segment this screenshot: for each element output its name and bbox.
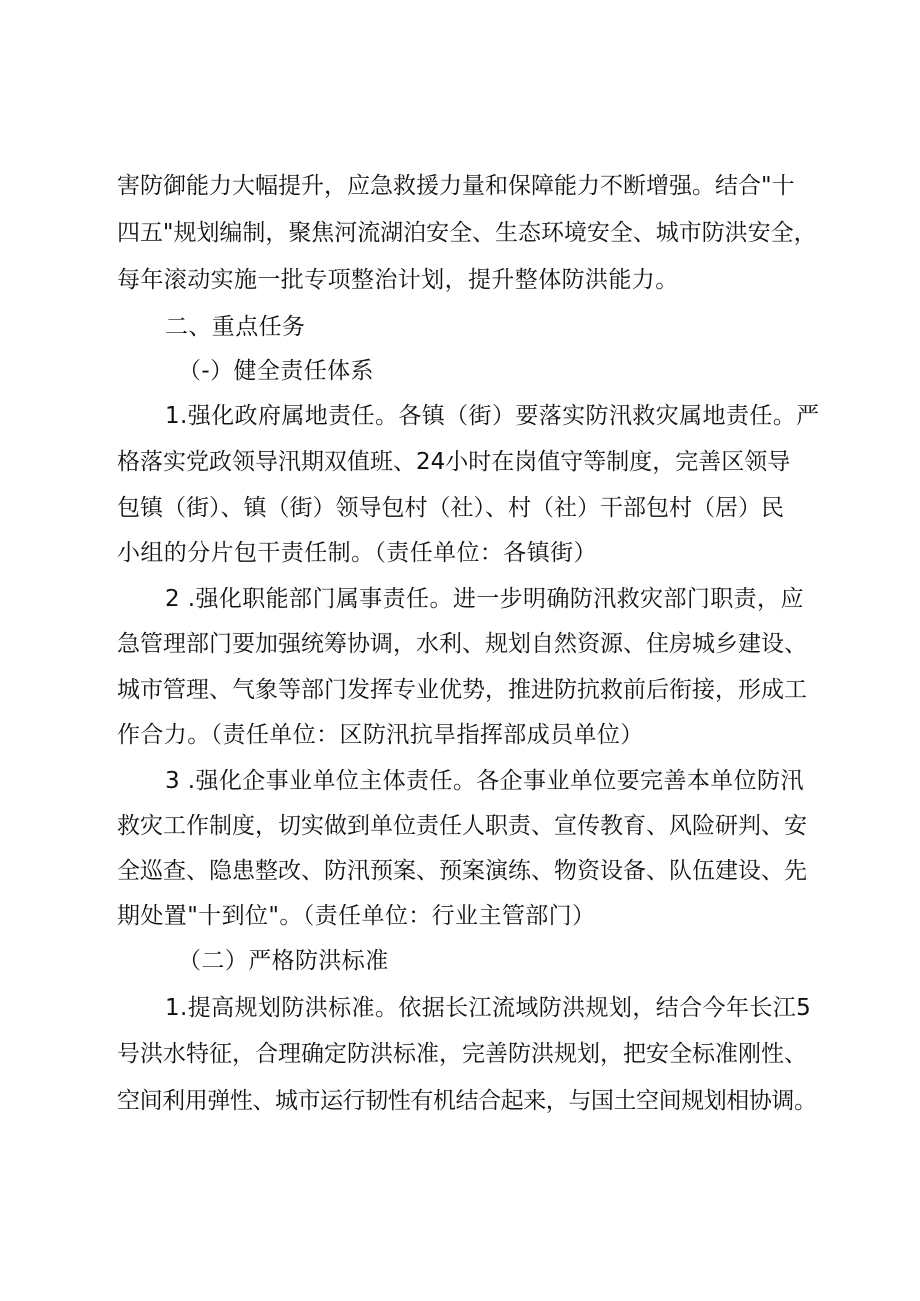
- subsection-1-heading: （-）健全责任体系: [178, 358, 374, 384]
- item-2-line-4: 作合力。（责任单位：区防汛抗旱指挥部成员单位）: [117, 722, 644, 748]
- item-s2-1-line-2: 号洪水特征，合理确定防洪标准，完善防洪规划，把安全标准刚性、: [117, 1041, 807, 1067]
- item-3-line-2: 救灾工作制度，切实做到单位责任人职责、宣传教育、风险研判、安: [117, 813, 807, 839]
- item-1-line-4: 小组的分片包干责任制。（责任单位：各镇街）: [117, 540, 597, 566]
- item-s2-1-line-1: 1.提高规划防洪标准。依据长江流域防洪规划，结合今年长江5: [165, 995, 812, 1021]
- item-1-line-1: 1.强化政府属地责任。各镇（街）要落实防汛救灾属地责任。严: [165, 403, 820, 429]
- subsection-2-heading: （二）严格防洪标准: [178, 948, 389, 974]
- item-3-line-1: 3 .强化企事业单位主体责任。各企事业单位要完善本单位防汛: [165, 768, 804, 794]
- section-heading: 二、重点任务: [165, 314, 306, 340]
- item-s2-1-line-3: 空间利用弹性、城市运行韧性有机结合起来，与国土空间规划相协调。: [117, 1088, 817, 1114]
- item-2-line-1: 2 .强化职能部门属事责任。进一步明确防汛救灾部门职责，应: [165, 586, 804, 612]
- intro-line-3: 每年滚动实施一批专项整治计划，提升整体防洪能力。: [117, 267, 679, 293]
- intro-line-1: 害防御能力大幅提升，应急救援力量和保障能力不断增强。结合"十: [117, 173, 795, 199]
- item-1-line-3: 包镇（街）、镇（街）领导包村（社）、村（社）干部包村（居）民: [117, 495, 784, 521]
- item-2-line-3: 城市管理、气象等部门发挥专业优势，推进防抗救前后衔接，形成工: [117, 677, 807, 703]
- item-2-line-2: 急管理部门要加强统筹协调，水利、规划自然资源、住房城乡建设、: [117, 631, 807, 657]
- intro-line-2: 四五"规划编制，聚焦河流湖泊安全、生态环境安全、城市防洪安全，: [117, 220, 817, 246]
- item-1-line-2: 格落实党政领导汛期双值班、24小时在岗值守等制度，完善区领导: [117, 449, 791, 475]
- item-3-line-3: 全巡查、隐患整改、防汛预案、预案演练、物资设备、队伍建设、先: [117, 858, 807, 884]
- item-3-line-4: 期处置"十到位"。（责任单位：行业主管部门）: [117, 903, 596, 929]
